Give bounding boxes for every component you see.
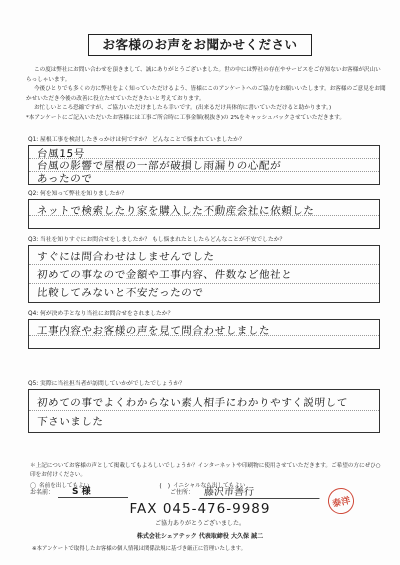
answer-line: 比較してみないと不安だったので — [36, 287, 204, 299]
answer-line: 初めての事でよくわからない素人相手にわかりやすく説明して — [36, 397, 349, 409]
customer-info-row — [30, 484, 370, 498]
answer-line: すぐには問合わせはしませんでした — [36, 251, 215, 263]
thanks-text: ご協力ありがとうございました。 — [154, 520, 245, 527]
name-label: お名前： — [30, 488, 55, 496]
question-label: Q5: 実際に当社担当者が訪問していかがでしたでしょうか？ — [28, 381, 185, 387]
answer-box — [28, 389, 380, 433]
answer-line: 台風15号 — [36, 148, 86, 160]
consent-question: ＊上記についてお客様の声として掲載してもよろしいでしょうか？インターネットや印刷物に使用させていただきます。ご希望の方にぜひ○印をお付けください。 — [30, 463, 381, 478]
question-label: Q2: 何を知って弊社を知りましたか？ — [28, 191, 128, 197]
answer-line: 下さいました — [36, 416, 104, 428]
answer-line: 台風の影響で屋根の一部が破損し雨漏りの心配が — [36, 160, 282, 172]
answer-box — [28, 319, 380, 349]
hanko-stamp-icon: 泰洋 — [326, 486, 357, 517]
question-3 — [28, 236, 380, 303]
question-1 — [28, 136, 380, 185]
consent-option-label: イニシャルなら出してもよい — [173, 483, 246, 489]
question-label: Q1: 屋根工事を検討したきっかけは何ですか？ どんなことで悩まれていましたか？ — [28, 137, 245, 143]
customer-address: 藤沢市善行 — [199, 483, 320, 499]
answer-line: ネットで検索したり家を購入した不動産会社に依頼した — [36, 205, 315, 217]
checkmark-circle-icon: 〇 — [30, 483, 37, 490]
intro-paragraph: 今後ひとりでも多くの方に弊社をよく知っていただけるよう、皆様にこのアンケートへのご協力をお願いいたします。お客様のご意見をお聞かせいただき今後の改善に役立たせていただきたいと考えております。 — [26, 86, 386, 102]
company-name: 株式会社シェアテック 代表取締役 大久保 誠二 — [136, 533, 264, 540]
question-label: Q4: 何が決め手となり当社にお問合せをされましたか？ — [28, 311, 174, 317]
question-2 — [28, 190, 380, 229]
intro-paragraph: お忙しいところ恐縮ですが、ご協力いただけましたら幸いです。(出来るだけ具体的に書いていただけると助かります。) — [34, 105, 332, 112]
cashback-note: *本アンケートにご記入いただいたお客様には工事ご所合時に工事金額(税抜き)の 2%をキャッシュバックさせていただきます。 — [26, 114, 345, 121]
question-4 — [28, 310, 380, 349]
answer-box — [28, 145, 380, 185]
page-title: お客様のお声をお聞かせください — [88, 34, 312, 56]
answer-line: 初めての事なので金額や工事内容、件数など他社と — [36, 269, 293, 281]
empty-paren-icon: ( ) — [159, 483, 171, 490]
answer-line: あったので — [36, 173, 93, 185]
privacy-note: ※本アンケートで取得したお客様の個人情報は関係法規に基づき厳正に管理いたします。 — [32, 546, 246, 552]
intro-paragraph: この度は弊社にお問い合わせを頂きまして、誠にありがとうございました。世の中には弊社の存在やサービスをご存知ないお客様が沢山いらっしゃいます。 — [26, 67, 381, 83]
fax-number: FAX 045-476-9989 — [129, 501, 271, 517]
question-label: Q3: 当社を知りすぐにお問合せをしましたか？ もし悩まれたとしたらどんなことが不安でしたか？ — [28, 237, 286, 243]
answer-box — [28, 245, 380, 303]
answer-line: 工事内容やお客様の声を見て問合わせしました — [36, 325, 271, 337]
address-label: ご住所： — [170, 488, 195, 496]
question-5 — [28, 380, 380, 433]
customer-name: S 様 — [58, 484, 128, 498]
intro-text — [26, 66, 386, 124]
consent-option-label: 名前を出してもよい — [39, 483, 90, 489]
answer-box — [28, 199, 380, 229]
